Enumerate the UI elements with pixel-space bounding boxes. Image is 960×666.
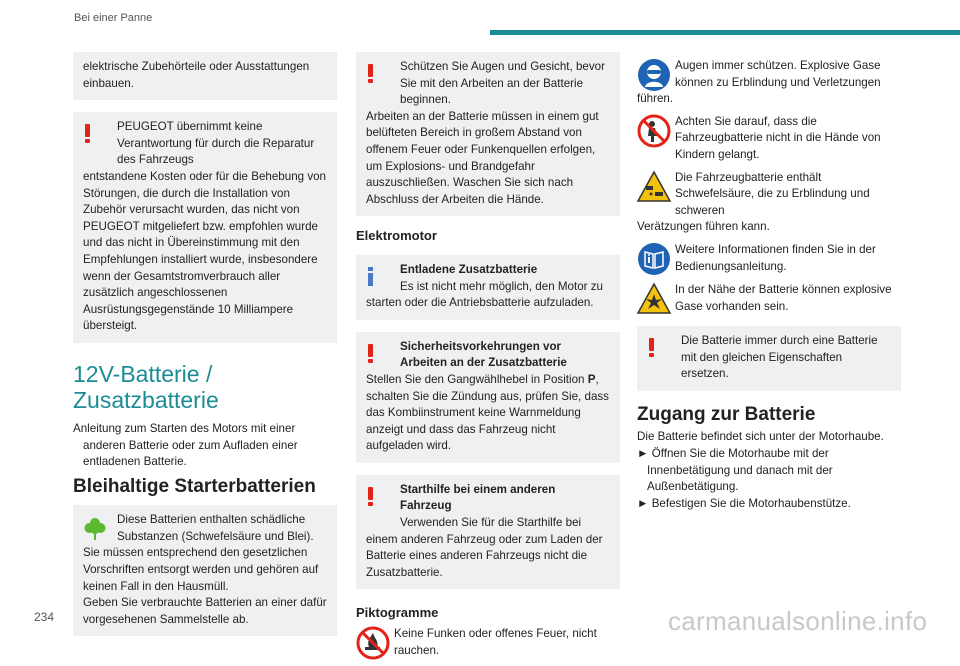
section-title-access: Zugang zur Batterie: [637, 403, 816, 425]
environment-text-rest-1: Sie müssen entsprechend den gesetzlichen Vorschriften entsorgt werden und gehören auf keinen Fall in den Hausmüll.: [83, 546, 319, 593]
jump-text-first: Verwenden Sie für die Starthilfe bei: [400, 516, 582, 530]
warning-box-replace: [637, 326, 901, 391]
column-1: [73, 52, 337, 648]
warning-eyes-rest: Arbeiten an der Batterie müssen in einem gut belüfteten Bereich in großem Abstand von offenem Feuer oder Funkenquellen erfolgen, um Explosions- und Brandgefahr auszuschließen. Waschen Sie sich nach Abschluss der Arbeiten die Hände.: [366, 109, 599, 206]
pictogram-manual: [637, 242, 901, 276]
safety-title: Sicherheitsvorkehrungen vor Arbeiten an der Zusatzbatterie: [400, 339, 567, 370]
info-box-discharged: [356, 255, 620, 320]
read-manual-icon: [637, 242, 671, 276]
warning-replace-text: Die Batterie immer durch eine Batterie mit den gleichen Eigenschaften ersetzen.: [681, 333, 878, 381]
pictogram-no-fire-text: Keine Funken oder offenes Feuer, nicht rauchen.: [394, 627, 597, 657]
warning-icon: [368, 344, 373, 363]
column-3: [637, 52, 901, 512]
warning-text-first: PEUGEOT übernimmt keine Verantwortung für durch die Reparatur des Fahrzeugs: [117, 120, 315, 167]
eye-protection-icon: [637, 58, 671, 92]
warning-box-jumpstart: [356, 475, 620, 590]
header-accent-bar: [490, 30, 960, 35]
warning-eyes-first: Schützen Sie Augen und Gesicht, bevor Sie mit den Arbeiten an der Batterie beginnen.: [400, 60, 605, 107]
warning-box-peugeot: [73, 112, 337, 343]
pictogram-explosive-text: In der Nähe der Batterie können explosive Gase vorhanden sein.: [675, 282, 892, 313]
environment-box: [73, 505, 337, 636]
info-text-first: Es ist nicht mehr möglich, den Motor zu: [400, 279, 603, 293]
warning-box-safety: [356, 332, 620, 463]
environment-text-first: Diese Batterien enthalten schädliche Substanzen (Schwefelsäure und Blei).: [117, 513, 314, 543]
info-text-rest: starten oder die Antriebsbatterie aufzuladen.: [366, 296, 594, 310]
warning-icon: [649, 338, 654, 357]
info-icon: [368, 267, 373, 286]
warning-icon: [368, 487, 373, 506]
note-box: [73, 52, 337, 100]
safety-text-b: , schalten Sie die Zündung aus, prüfen Sie, dass das Kombiinstrument keine Warnmeldung anzeigt und dass das Fahrzeug nicht aufgeladen wird.: [366, 372, 609, 453]
access-step-1: ► Öffnen Sie die Motorhaube mit der Innenbetätigung und danach mit der Außenbetätigung.: [637, 446, 833, 494]
jump-title: Starthilfe bei einem anderen Fahrzeug: [400, 482, 556, 513]
jump-text-rest: einem anderen Fahrzeug oder zum Laden der Batterie eines anderen Fahrzeugs nicht die Zusatzbatterie.: [366, 532, 603, 579]
intro-text: Anleitung zum Starten des Motors mit einer anderen Batterie oder zum Aufladen einer entladenen Batterie.: [73, 421, 298, 469]
environment-text-rest-2: Geben Sie verbrauchte Batterien an einer dafür vorgesehenen Sammelstelle ab.: [83, 596, 327, 626]
pictogram-children: [637, 114, 901, 164]
section-title-lead-batteries: Bleihaltige Starterbatterien: [73, 475, 316, 497]
keep-away-children-icon: [637, 114, 671, 148]
info-title: Entladene Zusatzbatterie: [400, 262, 538, 276]
pictogram-eye-text: Augen immer schützen. Explosive Gase können zu Erblindung und Verletzungen: [675, 59, 881, 89]
access-intro: Die Batterie befindet sich unter der Motorhaube.: [637, 430, 884, 444]
section-title-elektromotor: Elektromotor: [356, 228, 437, 244]
warning-icon: [85, 124, 90, 143]
safety-text: [366, 372, 610, 455]
access-step-2: ► Befestigen Sie die Motorhaubenstütze.: [637, 496, 851, 510]
safety-text-a: Stellen Sie den Gangwählhebel in Position: [366, 372, 588, 386]
pictogram-no-fire: [356, 626, 620, 660]
pictogram-children-text: Achten Sie darauf, dass die Fahrzeugbatterie nicht in die Hände von Kindern gelangt.: [675, 114, 881, 161]
pictogram-manual-text: Weitere Informationen finden Sie in der Bedienungsanleitung.: [675, 242, 876, 273]
section-header: Bei einer Panne: [74, 12, 153, 24]
safety-text-p: P: [587, 372, 596, 386]
corrosive-acid-icon: [637, 170, 671, 204]
watermark: carmanualsonline.info: [668, 606, 928, 636]
note-text: elektrische Zubehörteile oder Ausstattungen einbauen.: [83, 60, 310, 90]
pictogram-acid-tail: Verätzungen führen kann.: [637, 220, 770, 234]
page-number: 234: [34, 610, 55, 624]
pictogram-acid-text: Die Fahrzeugbatterie enthält Schwefelsäure, die zu Erblindung und schweren: [675, 170, 870, 217]
warning-box-eyes: [356, 52, 620, 216]
no-fire-icon: [356, 626, 390, 660]
pictogram-acid: [637, 170, 901, 236]
pictogram-eye-tail: führen.: [637, 92, 674, 106]
section-title-piktogramme: Piktogramme: [356, 605, 439, 621]
page-title: 12V-Batterie / Zusatzbatterie: [73, 360, 219, 413]
column-2: [356, 52, 620, 666]
environment-leaf-icon: [83, 515, 107, 541]
warning-text-rest: entstandene Kosten oder für die Behebung von Störungen, die durch die Installation von Zubehör verursacht wurden, das nicht von PEUGEOT mitgeliefert bzw. empfohlen wurde und das nicht in Übereinstimmung mit den Empfehlungen installiert wurde, insbesondere wenn der Gesamtstromverbrauch aller zusätzlich angeschlossenen Ausrüstungsgegenstände 10 Milliampere übersteigt.: [83, 169, 327, 333]
pictogram-eye-protection: [637, 58, 901, 108]
warning-icon: [368, 64, 373, 83]
pictogram-explosive: [637, 282, 901, 316]
explosive-gas-icon: [637, 282, 671, 316]
